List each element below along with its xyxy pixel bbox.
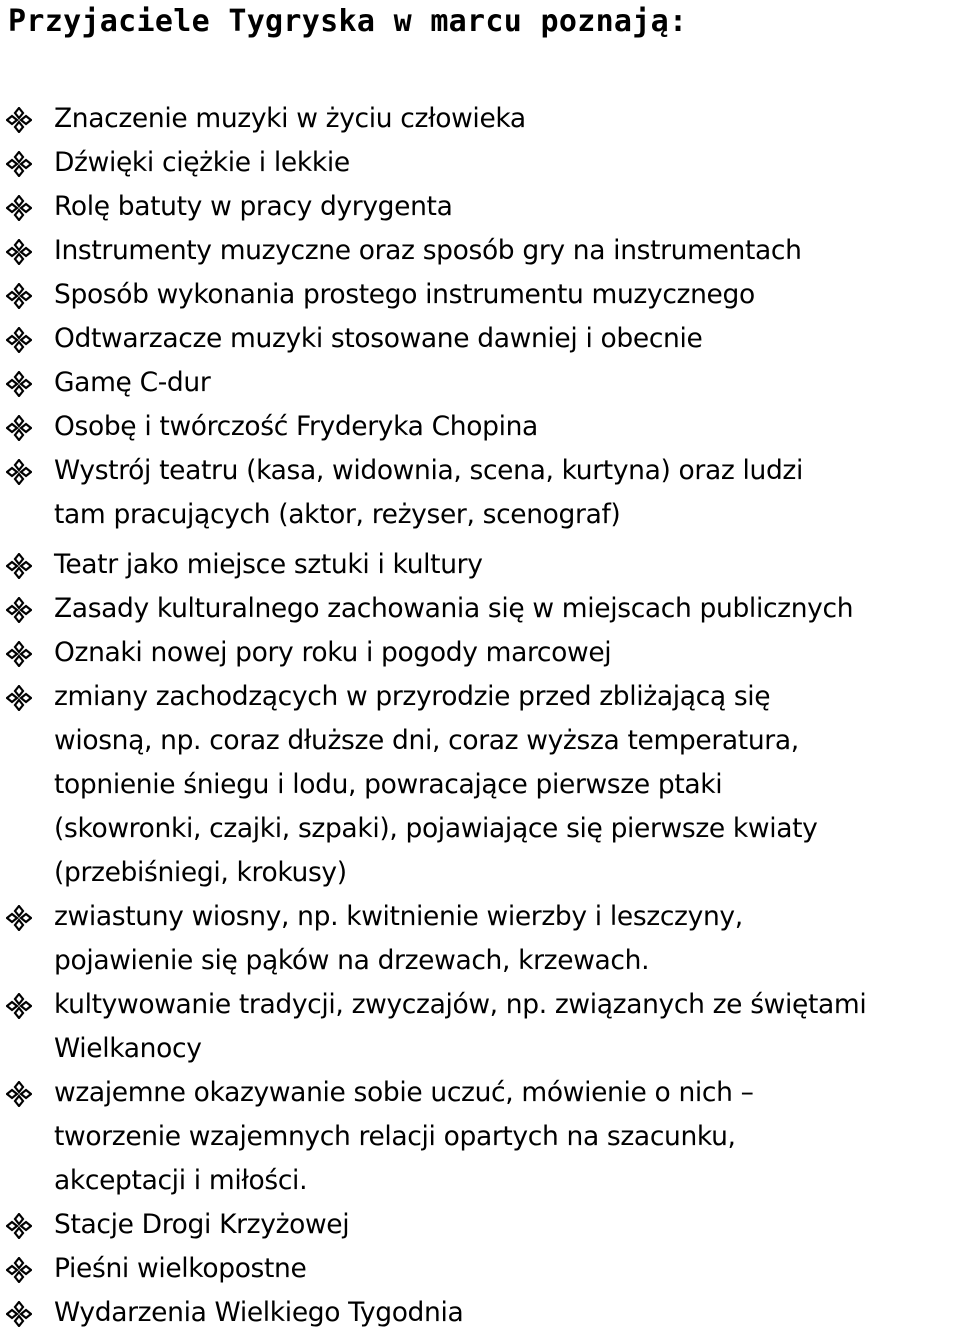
list-item <box>0 361 960 405</box>
list-item-line: Rolę batuty w pracy dyrygenta <box>54 191 453 222</box>
list-item-line: (skowronki, czajki, szpaki), pojawiające się pierwsze kwiaty <box>54 813 818 844</box>
list-item-line: Odtwarzacze muzyki stosowane dawniej i obecnie <box>54 323 703 354</box>
list-item-line: tam pracujących (aktor, reżyser, scenograf) <box>54 499 621 530</box>
four-diamond-bullet-icon <box>6 371 32 397</box>
list-item-line: zwiastuny wiosny, np. kwitnienie wierzby i leszczyny, <box>54 901 743 932</box>
list-item <box>0 1291 960 1335</box>
four-diamond-bullet-icon <box>6 327 32 353</box>
list-item-line: Wystrój teatru (kasa, widownia, scena, kurtyna) oraz ludzi <box>54 455 803 486</box>
four-diamond-bullet-icon <box>6 239 32 265</box>
list-item <box>0 317 960 361</box>
list-item-line: zmiany zachodzących w przyrodzie przed zbliżającą się <box>54 681 771 712</box>
list-item-line: Sposób wykonania prostego instrumentu muzycznego <box>54 279 755 310</box>
list-item <box>0 983 960 1071</box>
list-item <box>0 449 960 537</box>
list-item-line: wzajemne okazywanie sobie uczuć, mówienie o nich – <box>54 1077 754 1108</box>
four-diamond-bullet-icon <box>6 195 32 221</box>
list-item-line: Osobę i twórczość Fryderyka Chopina <box>54 411 538 442</box>
list-item <box>0 1247 960 1291</box>
list-item <box>0 229 960 273</box>
page-title: Przyjaciele Tygryska w marcu poznają: <box>8 4 688 39</box>
list-item-line: Wydarzenia Wielkiego Tygodnia <box>54 1297 464 1328</box>
four-diamond-bullet-icon <box>6 1081 32 1107</box>
four-diamond-bullet-icon <box>6 459 32 485</box>
list-item <box>0 141 960 185</box>
list-item-line: Oznaki nowej pory roku i pogody marcowej <box>54 637 612 668</box>
list-item-line: akceptacji i miłości. <box>54 1165 308 1196</box>
four-diamond-bullet-icon <box>6 641 32 667</box>
list-item <box>0 1203 960 1247</box>
list-item-line: tworzenie wzajemnych relacji opartych na szacunku, <box>54 1121 736 1152</box>
list-item <box>0 405 960 449</box>
list-item-line: Wielkanocy <box>54 1033 202 1064</box>
list-item <box>0 631 960 675</box>
list-item-line: Znaczenie muzyki w życiu człowieka <box>54 103 526 134</box>
four-diamond-bullet-icon <box>6 415 32 441</box>
list-item-line: (przebiśniegi, krokusy) <box>54 857 347 888</box>
four-diamond-bullet-icon <box>6 597 32 623</box>
list-item-line: Stacje Drogi Krzyżowej <box>54 1209 350 1240</box>
four-diamond-bullet-icon <box>6 1301 32 1327</box>
list-item <box>0 895 960 983</box>
list-item-line: wiosną, np. coraz dłuższe dni, coraz wyższa temperatura, <box>54 725 799 756</box>
list-item <box>0 185 960 229</box>
list-item-line: kultywowanie tradycji, zwyczajów, np. związanych ze świętami <box>54 989 867 1020</box>
four-diamond-bullet-icon <box>6 553 32 579</box>
four-diamond-bullet-icon <box>6 1213 32 1239</box>
list-item <box>0 587 960 631</box>
topics-list <box>0 97 960 1335</box>
list-item-line: Dźwięki ciężkie i lekkie <box>54 147 350 178</box>
four-diamond-bullet-icon <box>6 993 32 1019</box>
four-diamond-bullet-icon <box>6 1257 32 1283</box>
list-item <box>0 273 960 317</box>
four-diamond-bullet-icon <box>6 283 32 309</box>
list-item-line: Teatr jako miejsce sztuki i kultury <box>54 549 483 580</box>
four-diamond-bullet-icon <box>6 905 32 931</box>
list-item <box>0 97 960 141</box>
list-item-line: Pieśni wielkopostne <box>54 1253 307 1284</box>
list-item <box>0 675 960 895</box>
list-item <box>0 1071 960 1203</box>
four-diamond-bullet-icon <box>6 151 32 177</box>
list-item-line: Zasady kulturalnego zachowania się w miejscach publicznych <box>54 593 854 624</box>
list-item-line: pojawienie się pąków na drzewach, krzewach. <box>54 945 650 976</box>
list-item-line: Gamę C-dur <box>54 367 211 398</box>
list-item-line: Instrumenty muzyczne oraz sposób gry na instrumentach <box>54 235 802 266</box>
four-diamond-bullet-icon <box>6 107 32 133</box>
list-item-line: topnienie śniegu i lodu, powracające pierwsze ptaki <box>54 769 723 800</box>
list-item <box>0 543 960 587</box>
four-diamond-bullet-icon <box>6 685 32 711</box>
